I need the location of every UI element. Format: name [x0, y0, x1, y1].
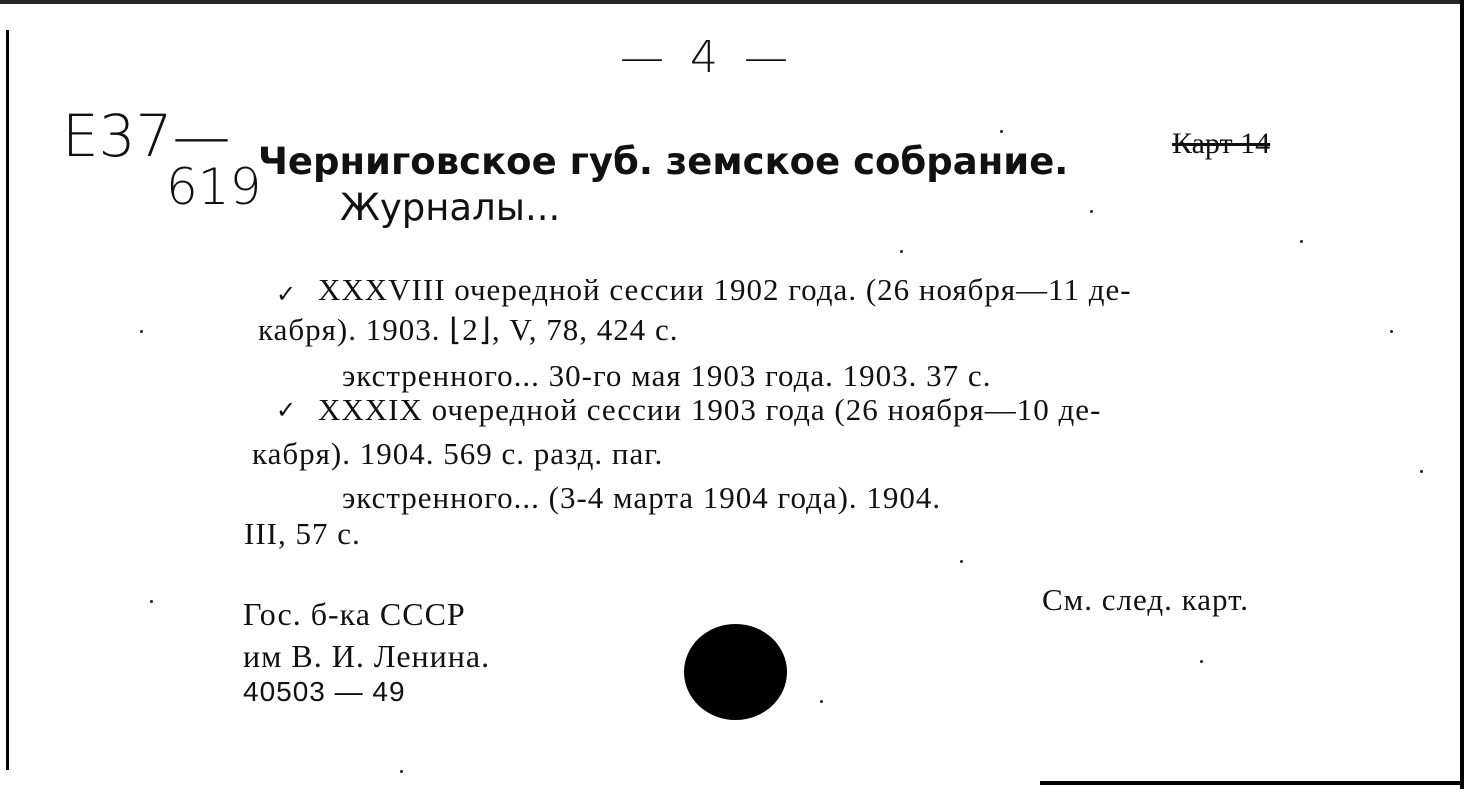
top-edge [0, 0, 1464, 4]
shelf-mark-line2: 619 [166, 158, 262, 216]
checkmark-icon: ✓ [276, 282, 297, 308]
speck [900, 250, 903, 253]
speck [1000, 130, 1003, 133]
entry-line: кабря). 1904. 569 с. разд. паг. [252, 436, 664, 471]
entry-line: XXXVIII очередной сессии 1902 года. (26 ноября—11 де- [318, 272, 1132, 307]
struck-card-note: Карт 14 [1172, 127, 1271, 160]
speck [960, 560, 963, 563]
right-edge [1460, 0, 1464, 789]
speck [1390, 330, 1393, 333]
entry-line: XXXIX очередной сессии 1903 года (26 ноября—10 де- [318, 392, 1102, 427]
page-number: — 4 — [620, 32, 794, 83]
speck [1420, 470, 1423, 473]
library-stamp-line1: Гос. б-ка СССР [243, 596, 466, 632]
speck [1200, 660, 1203, 663]
shelf-mark-line1: E37— [62, 102, 231, 170]
speck [1300, 240, 1303, 243]
entry-line: экстренного... 30-го мая 1903 года. 1903. 37 с. [342, 358, 992, 393]
entry-line: III, 57 с. [244, 516, 361, 551]
punch-hole [684, 624, 787, 720]
speck [1090, 210, 1093, 213]
see-next-card: См. след. карт. [1042, 582, 1250, 617]
speck [150, 600, 153, 603]
entry-line: кабря). 1903. ⌊2⌋, V, 78, 424 с. [258, 312, 679, 347]
speck [140, 330, 143, 333]
speck [820, 700, 823, 703]
card-heading: Черниговское губ. земское собрание. [258, 140, 1069, 183]
left-border [6, 30, 9, 770]
checkmark-icon: ✓ [276, 398, 297, 424]
library-stamp-line2: им В. И. Ленина. [243, 638, 491, 674]
bottom-border [1040, 781, 1464, 785]
library-stamp-line3: 40503 — 49 [243, 676, 406, 707]
card-subheading: Журналы... [340, 186, 561, 229]
entry-line: экстренного... (3-4 марта 1904 года). 1904. [342, 480, 942, 515]
speck [400, 770, 403, 773]
